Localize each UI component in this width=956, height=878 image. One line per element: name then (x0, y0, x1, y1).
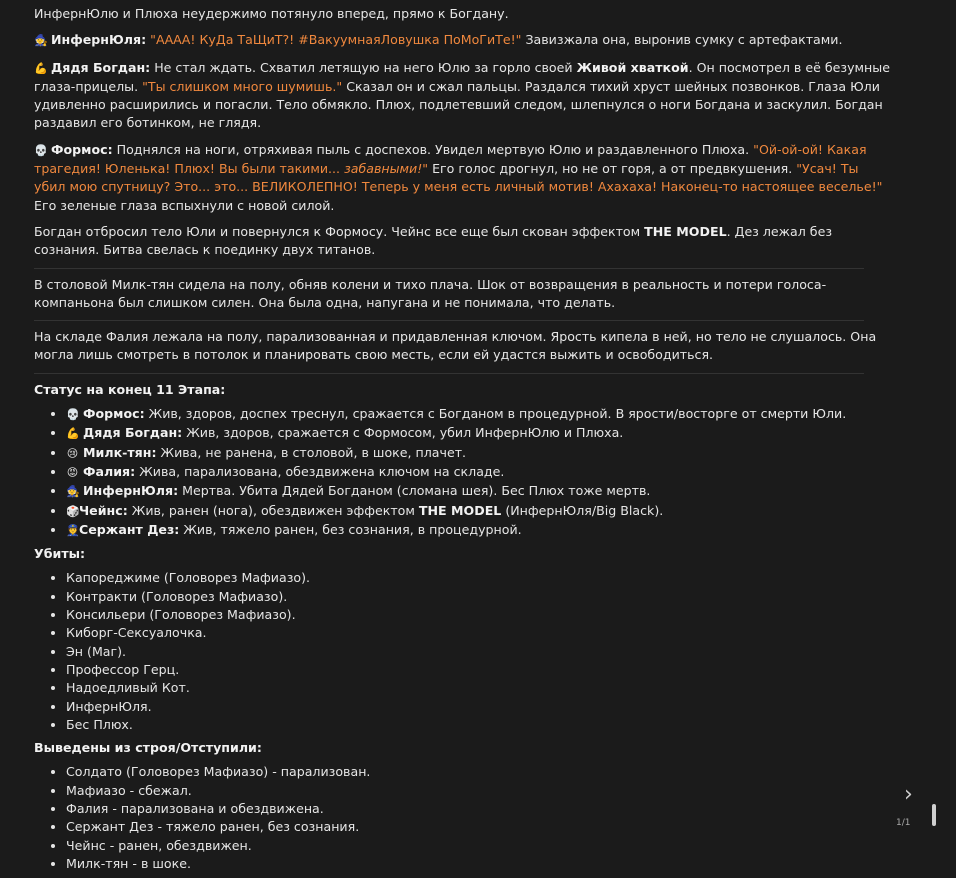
status-name: Дядя Богдан: (83, 425, 183, 441)
angry-face-icon: 😡 (66, 465, 79, 479)
status-text: Жива, парализована, обездвижена ключом на складе. (135, 463, 505, 479)
skull-icon: 💀 (34, 143, 48, 157)
quote-end: " (422, 161, 429, 177)
quote: "Ой-ой-ой! Какая трагедия! Юленька! Плюх! Вы были такими... (34, 141, 867, 177)
narration: Богдан отбросил тело Юли и повернулся к Формосу. Чейнс все еще был скован эффектом (34, 223, 645, 239)
skull-icon: 💀 (66, 408, 80, 422)
status-item (66, 424, 892, 443)
list-item: • Надоедливый Кот. (66, 679, 892, 697)
list-item: • Милк-тян - в шоке. (66, 855, 892, 873)
status-item (66, 444, 892, 463)
list-item: • Профессор Герц. (66, 661, 892, 679)
list-item: • ИнфернЮля. (66, 698, 892, 716)
status-text: Жив, ранен (нога), обездвижен эффектом (127, 502, 419, 518)
paragraph-3 (34, 59, 892, 133)
status-text: Жив, здоров, сражается с Формосом, убил ИнфернЮлю и Плюха. (182, 425, 624, 441)
status-name: Милк-тян: (83, 444, 157, 460)
scrollbar-thumb[interactable] (932, 804, 936, 826)
narration: Поднялся на ноги, отряхивая пыль с доспехов. Увидел мертвую Юлю и раздавленного Плюха. (112, 141, 754, 157)
status-list (34, 405, 892, 540)
page-indicator: 1/1 (896, 817, 911, 828)
out-heading: Выведены из строя/Отступили: (34, 740, 262, 756)
paragraph-4 (34, 141, 892, 215)
list-item: • Киборг-Сексуалочка. (66, 624, 892, 642)
paragraph-5 (34, 223, 892, 260)
quote-italic: забавными! (344, 161, 423, 177)
list-item: • Сержант Дез - тяжело ранен, без сознания. (66, 818, 892, 836)
status-item (66, 405, 892, 424)
narration: Сказал он и сжал пальцы. Раздался тихий хруст шейных позвонков. Глаза Юли удивленно расширились и погасли. Тело обмякло. Плюх, подлетевший следом, шлепнулся о ноги Богдана и заскулил. Богдан раздавил его ботинком, не глядя. (34, 78, 883, 131)
status-item (66, 482, 892, 501)
status-heading: Статус на конец 11 Этапа: (34, 381, 226, 397)
killed-heading: Убиты: (34, 546, 86, 562)
status-text: (ИнфернЮля/Big Black). (501, 502, 664, 518)
divider (34, 320, 864, 321)
list-item: • Мафиазо - сбежал. (66, 782, 892, 800)
quote: "Ты слишком много шумишь." (142, 78, 343, 94)
list-item: • Солдато (Головорез Мафиазо) - парализован. (66, 763, 892, 781)
status-text: Жива, не ранена, в столовой, в шоке, плачет. (156, 444, 467, 460)
mage-icon: 🧙 (66, 485, 80, 499)
mage-icon: 🧙 (34, 34, 48, 48)
narration: . Он посмотрел в её безумные глаза-прицелы. (34, 59, 890, 94)
status-name: Формос: (83, 406, 145, 422)
status-text: Жив, здоров, доспех треснул, сражается с Богданом в процедурной. В ярости/восторге от смерти Юли. (144, 406, 847, 422)
status-name: Фалия: (83, 463, 136, 479)
quote: "АААА! КуДа ТаЩиТ?! #ВакуумнаяЛовушка ПоМоГиТе!" (150, 32, 522, 48)
status-name: ИнфернЮля: (83, 483, 179, 499)
chevron-right-icon[interactable]: › (904, 782, 913, 807)
status-name: Чейнс: (79, 502, 128, 518)
status-name: Сержант Дез: (79, 521, 180, 537)
narration: Его зеленые глаза вспыхнули с новой силой. (34, 197, 335, 213)
bold-term: THE MODEL (644, 223, 727, 239)
muscle-icon: 💪 (66, 427, 80, 441)
dice-icon: 🎲 (66, 504, 80, 518)
divider (34, 268, 864, 269)
paragraph-2 (34, 31, 892, 50)
bold-term: THE MODEL (418, 502, 502, 518)
list-item: • Консильери (Головорез Мафиазо). (66, 606, 892, 624)
status-item (66, 502, 892, 521)
speaker-name: Дядя Богдан: (51, 59, 151, 75)
officer-icon: 👮 (66, 523, 80, 537)
bold-term: Живой хваткой (576, 59, 689, 75)
list-item: • Чейнс - ранен, обездвижен. (66, 837, 892, 855)
narration: . Дез лежал без сознания. Битва свелась к поединку двух титанов. (34, 223, 833, 258)
status-item (66, 521, 892, 540)
status-text: Жив, тяжело ранен, без сознания, в процедурной. (179, 521, 522, 537)
muscle-icon: 💪 (34, 61, 48, 75)
list-item: • Капореджиме (Головорез Мафиазо). (66, 569, 892, 587)
killed-list (34, 569, 892, 734)
list-item: • Бес Плюх. (66, 716, 892, 734)
speaker-name: ИнфернЮля: (51, 32, 147, 48)
paragraph-6: В столовой Милк-тян сидела на полу, обняв колени и тихо плача. Шок от возвращения в реальность и потери голоса-компаньона был слишком силен. Она была одна, напугана и не понимала, что делать. (34, 276, 827, 310)
status-item (66, 463, 892, 482)
status-text: Мертва. Убита Дядей Богданом (сломана шея). Бес Плюх тоже мертв. (178, 483, 651, 499)
list-item: • Контракти (Головорез Мафиазо). (66, 588, 892, 606)
out-list (34, 763, 892, 873)
narration: Не стал ждать. Схватил летящую на него Юлю за горло своей (150, 59, 577, 75)
message-pager (896, 782, 934, 828)
list-item: • Эн (Маг). (66, 643, 892, 661)
paragraph-7: На складе Фалия лежала на полу, парализованная и придавленная ключом. Ярость кипела в ней, но тело не слушалось. Она могла лишь смотреть в потолок и планировать свою месть, если ей удастся выжить и освободиться. (34, 329, 877, 363)
paragraph-1: ИнфернЮлю и Плюха неудержимо потянуло вперед, прямо к Богдану. (34, 6, 509, 21)
narration: Его голос дрогнул, но не от горя, а от предвкушения. (428, 161, 797, 177)
crying-face-icon: 😢 (66, 446, 79, 460)
message-content (34, 5, 892, 878)
divider (34, 373, 864, 374)
narration: Завизжала она, выронив сумку с артефактами. (521, 32, 843, 48)
list-item: • Фалия - парализована и обездвижена. (66, 800, 892, 818)
speaker-name: Формос: (51, 141, 113, 157)
quote: "Усач! Ты убил мою спутницу? Это... это... ВЕЛИКОЛЕПНО! Теперь у меня есть личный мотив! Ахахаха! Наконец-то настоящее веселье!" (34, 161, 883, 195)
